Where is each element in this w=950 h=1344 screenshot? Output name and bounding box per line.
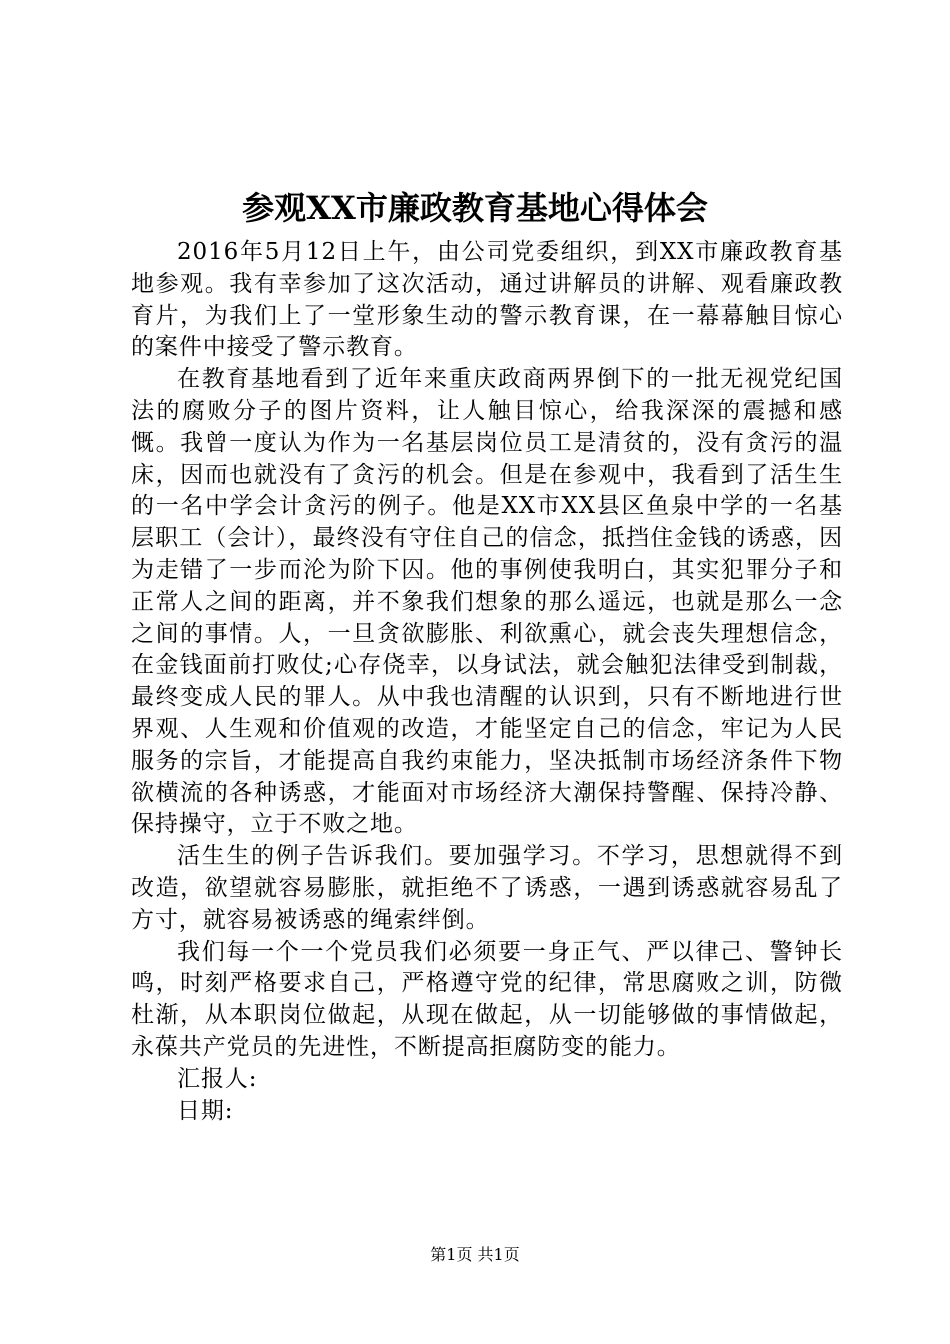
document-title: 参观XX市廉政教育基地心得体会 bbox=[242, 189, 708, 227]
paragraph-4: 我们每一个一个党员我们必须要一身正气、严以律己、警钟长鸣，时刻严格要求自己，严格遵守党的纪律，常思腐败之训，防微杜渐，从本职岗位做起，从现在做起，从一切能够做的事情做起，永葆共产党员的先进性，不断提高拒腐防变的能力。 bbox=[131, 938, 843, 1060]
page-footer: 第1页 共1页 bbox=[430, 1245, 520, 1264]
document-body bbox=[131, 237, 843, 1127]
reporter-label: 汇报人: bbox=[177, 1065, 258, 1092]
paragraph-2: 在教育基地看到了近年来重庆政商两界倒下的一批无视党纪国法的腐败分子的图片资料，让人触目惊心，给我深深的震撼和感慨。我曾一度认为作为一名基层岗位员工是清贫的，没有贪污的温床，因而也就没有了贪污的机会。但是在参观中，我看到了活生生的一名中学会计贪污的例子。他是XX市XX县区鱼泉中学的一名基层职工（会计），最终没有守住自己的信念，抵挡住金钱的诱惑，因为走错了一步而沦为阶下囚。他的事例使我明白，其实犯罪分子和正常人之间的距离，并不象我们想象的那么遥远，也就是那么一念之间的事情。人，一旦贪欲膨胀、利欲熏心，就会丧失理想信念，在金钱面前打败仗;心存侥幸，以身试法，就会触犯法律受到制裁，最终变成人民的罪人。从中我也清醒的认识到，只有不断地进行世界观、人生观和价值观的改造，才能坚定自己的信念，牢记为人民服务的宗旨，才能提高自我约束能力，坚决抵制市场经济条件下物欲横流的各种诱惑，才能面对市场经济大潮保持警醒、保持冷静、保持操守，立于不败之地。 bbox=[131, 366, 843, 838]
date-label: 日期: bbox=[177, 1097, 234, 1124]
paragraph-3: 活生生的例子告诉我们。要加强学习。不学习，思想就得不到改造，欲望就容易膨胀，就拒绝不了诱惑，一遇到诱惑就容易乱了方寸，就容易被诱惑的绳索绊倒。 bbox=[131, 843, 843, 933]
paragraph-1: 2016年5月12日上午，由公司党委组织，到XX市廉政教育基地参观。我有幸参加了这次活动，通过讲解员的讲解、观看廉政教育片，为我们上了一堂形象生动的警示教育课，在一幕幕触目惊心的案件中接受了警示教育。 bbox=[131, 239, 843, 361]
